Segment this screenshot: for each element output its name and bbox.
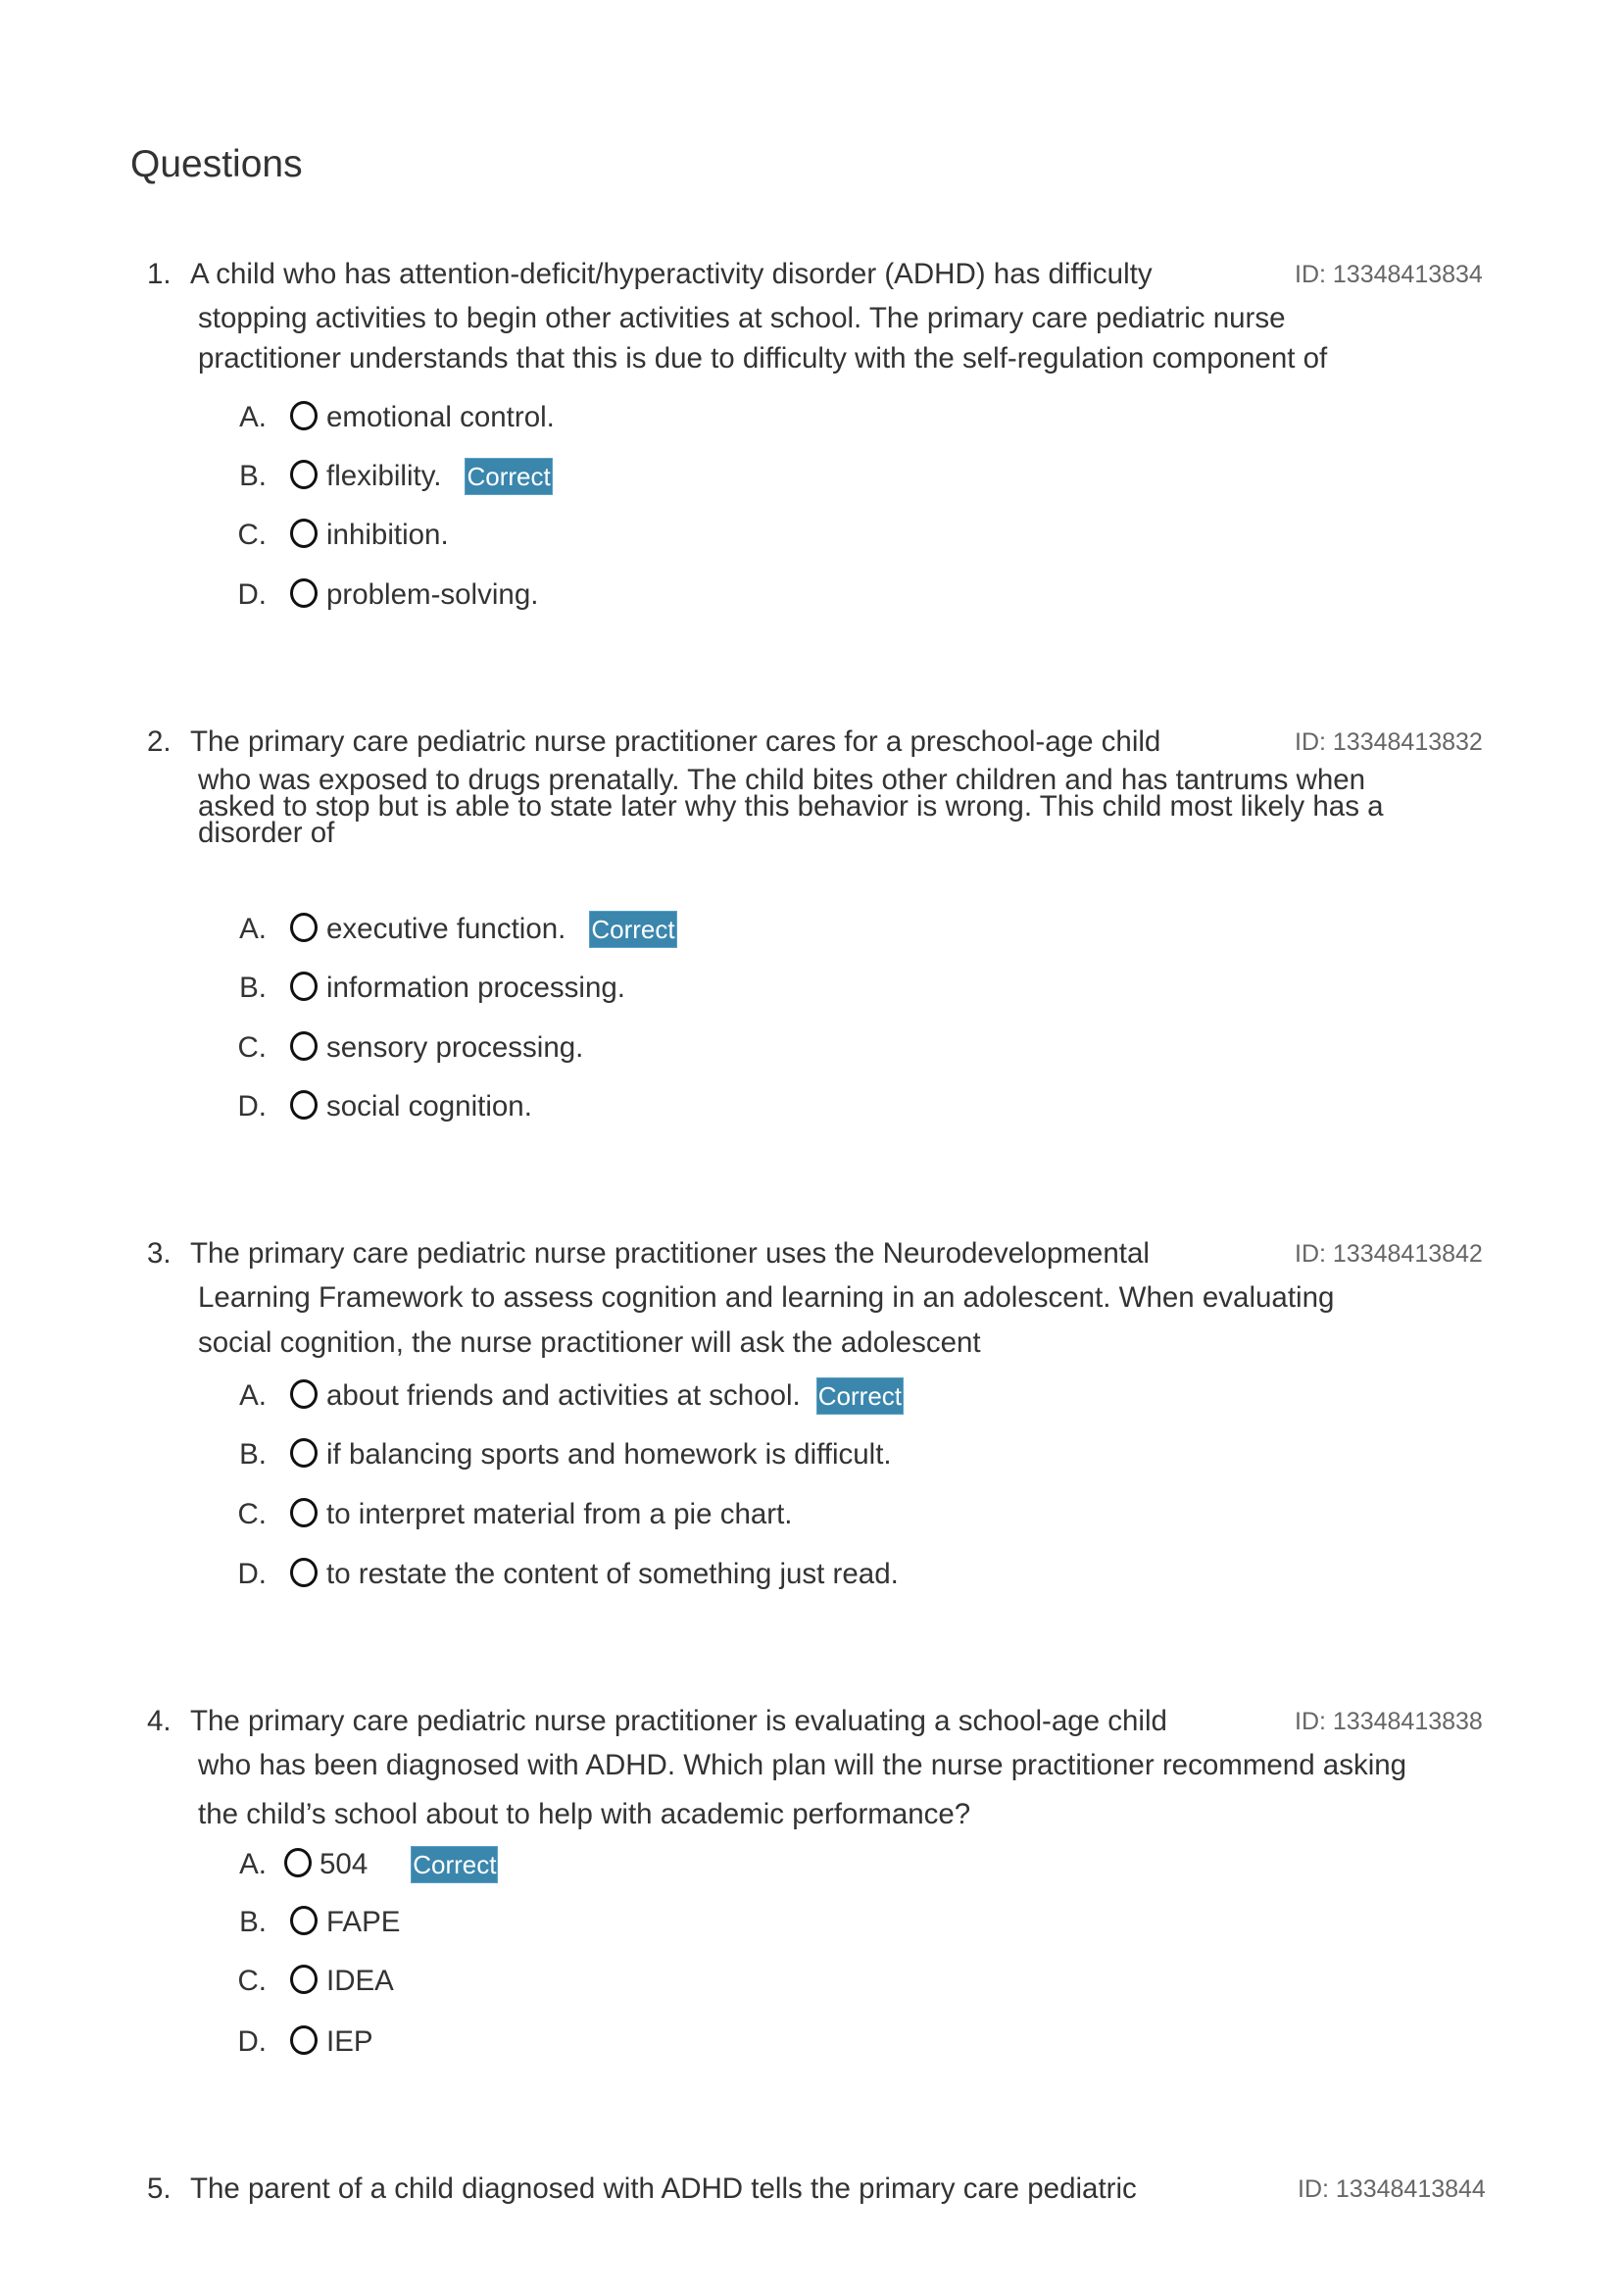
option-c[interactable] <box>0 516 1176 555</box>
option-a[interactable] <box>0 398 1176 437</box>
option-text: social cognition. <box>326 1090 532 1123</box>
question-text-line: who was exposed to drugs prenatally. The child bites other children and has tantrums when <box>198 764 1366 796</box>
option-text: flexibility. <box>326 460 442 492</box>
option-text: if balancing sports and homework is difficult. <box>326 1438 892 1471</box>
question-text-line: A child who has attention-deficit/hyperactivity disorder (ADHD) has difficulty <box>190 258 1153 290</box>
option-c[interactable] <box>0 1028 1176 1068</box>
question-number: 3. <box>147 1237 172 1270</box>
page-title: Questions <box>130 143 303 185</box>
correct-badge: Correct <box>816 1377 904 1415</box>
question-number: 5. <box>147 2172 172 2205</box>
option-letter: D. <box>237 578 267 611</box>
option-b[interactable] <box>0 457 1176 496</box>
option-text: to restate the content of something just read. <box>326 1558 899 1590</box>
radio-circle-icon[interactable] <box>290 1498 318 1527</box>
option-letter: C. <box>237 519 267 551</box>
radio-circle-icon[interactable] <box>290 1906 318 1935</box>
question-text-line: social cognition, the nurse practitioner will ask the adolescent <box>198 1326 981 1359</box>
radio-circle-icon[interactable] <box>290 2025 318 2055</box>
option-c[interactable] <box>0 1495 1176 1534</box>
option-letter: C. <box>237 1498 267 1530</box>
question-id: ID: 13348413834 <box>1295 261 1483 288</box>
correct-badge: Correct <box>589 911 676 948</box>
question-number: 2. <box>147 725 172 758</box>
option-text: problem-solving. <box>326 578 539 611</box>
question-text-line: The primary care pediatric nurse practitioner uses the Neurodevelopmental <box>190 1237 1150 1270</box>
question-id: ID: 13348413844 <box>1298 2175 1486 2203</box>
option-letter: B. <box>239 1438 267 1471</box>
option-letter: B. <box>239 1906 267 1938</box>
option-b[interactable] <box>0 969 1176 1008</box>
option-text: emotional control. <box>326 401 555 433</box>
radio-circle-icon[interactable] <box>290 1031 318 1061</box>
option-d[interactable] <box>0 1087 1176 1126</box>
question-text-line: disorder of <box>198 817 335 849</box>
option-b[interactable] <box>0 1903 1176 1942</box>
option-letter: D. <box>237 1558 267 1590</box>
option-d[interactable] <box>0 575 1176 615</box>
option-letter: C. <box>237 1031 267 1064</box>
radio-circle-icon[interactable] <box>290 401 318 430</box>
option-text: sensory processing. <box>326 1031 584 1064</box>
option-text: inhibition. <box>326 519 449 551</box>
option-letter: A. <box>239 1848 267 1880</box>
radio-circle-icon[interactable] <box>290 913 318 942</box>
option-letter: D. <box>237 2025 267 2058</box>
question-id: ID: 13348413838 <box>1295 1708 1483 1735</box>
option-text: information processing. <box>326 972 625 1004</box>
option-letter: D. <box>237 1090 267 1123</box>
radio-circle-icon[interactable] <box>290 519 318 548</box>
radio-circle-icon[interactable] <box>290 1558 318 1587</box>
question-text-line: asked to stop but is able to state later why this behavior is wrong. This child most likely has a <box>198 790 1384 823</box>
option-a[interactable] <box>0 1845 1176 1884</box>
radio-circle-icon[interactable] <box>290 578 318 608</box>
option-text: IDEA <box>326 1965 394 1997</box>
option-letter: C. <box>237 1965 267 1997</box>
option-b[interactable] <box>0 1435 1176 1474</box>
question-text-line: The primary care pediatric nurse practitioner is evaluating a school-age child <box>190 1705 1167 1737</box>
question-number: 4. <box>147 1705 172 1737</box>
question-text-line: who has been diagnosed with ADHD. Which plan will the nurse practitioner recommend asking <box>198 1749 1407 1781</box>
question-text-line: The primary care pediatric nurse practitioner cares for a preschool-age child <box>190 725 1161 758</box>
option-text: executive function. <box>326 913 566 945</box>
correct-badge: Correct <box>465 458 552 495</box>
question-text-line: practitioner understands that this is due to difficulty with the self-regulation component of <box>198 342 1328 374</box>
radio-circle-icon[interactable] <box>290 972 318 1001</box>
correct-badge: Correct <box>411 1846 498 1883</box>
question-text-line: Learning Framework to assess cognition and learning in an adolescent. When evaluating <box>198 1281 1335 1314</box>
radio-circle-icon[interactable] <box>284 1848 312 1877</box>
option-letter: A. <box>239 401 267 433</box>
option-text: IEP <box>326 2025 373 2058</box>
option-text: about friends and activities at school. <box>326 1379 801 1412</box>
option-d[interactable] <box>0 2022 1176 2062</box>
question-id: ID: 13348413842 <box>1295 1240 1483 1268</box>
option-text: 504 <box>320 1848 369 1880</box>
option-letter: A. <box>239 1379 267 1412</box>
option-a[interactable] <box>0 910 1176 949</box>
option-text: FAPE <box>326 1906 401 1938</box>
option-d[interactable] <box>0 1555 1176 1594</box>
question-number: 1. <box>147 258 172 290</box>
radio-circle-icon[interactable] <box>290 1438 318 1468</box>
question-text-line: The parent of a child diagnosed with ADHD tells the primary care pediatric <box>190 2172 1137 2205</box>
radio-circle-icon[interactable] <box>290 460 318 489</box>
option-a[interactable] <box>0 1376 1176 1416</box>
option-letter: B. <box>239 972 267 1004</box>
question-text-line: the child’s school about to help with academic performance? <box>198 1798 971 1830</box>
question-text-line: stopping activities to begin other activities at school. The primary care pediatric nurse <box>198 302 1286 334</box>
option-letter: B. <box>239 460 267 492</box>
option-text: to interpret material from a pie chart. <box>326 1498 793 1530</box>
radio-circle-icon[interactable] <box>290 1965 318 1994</box>
radio-circle-icon[interactable] <box>290 1090 318 1120</box>
question-id: ID: 13348413832 <box>1295 728 1483 756</box>
option-c[interactable] <box>0 1962 1176 2001</box>
option-letter: A. <box>239 913 267 945</box>
radio-circle-icon[interactable] <box>290 1379 318 1409</box>
